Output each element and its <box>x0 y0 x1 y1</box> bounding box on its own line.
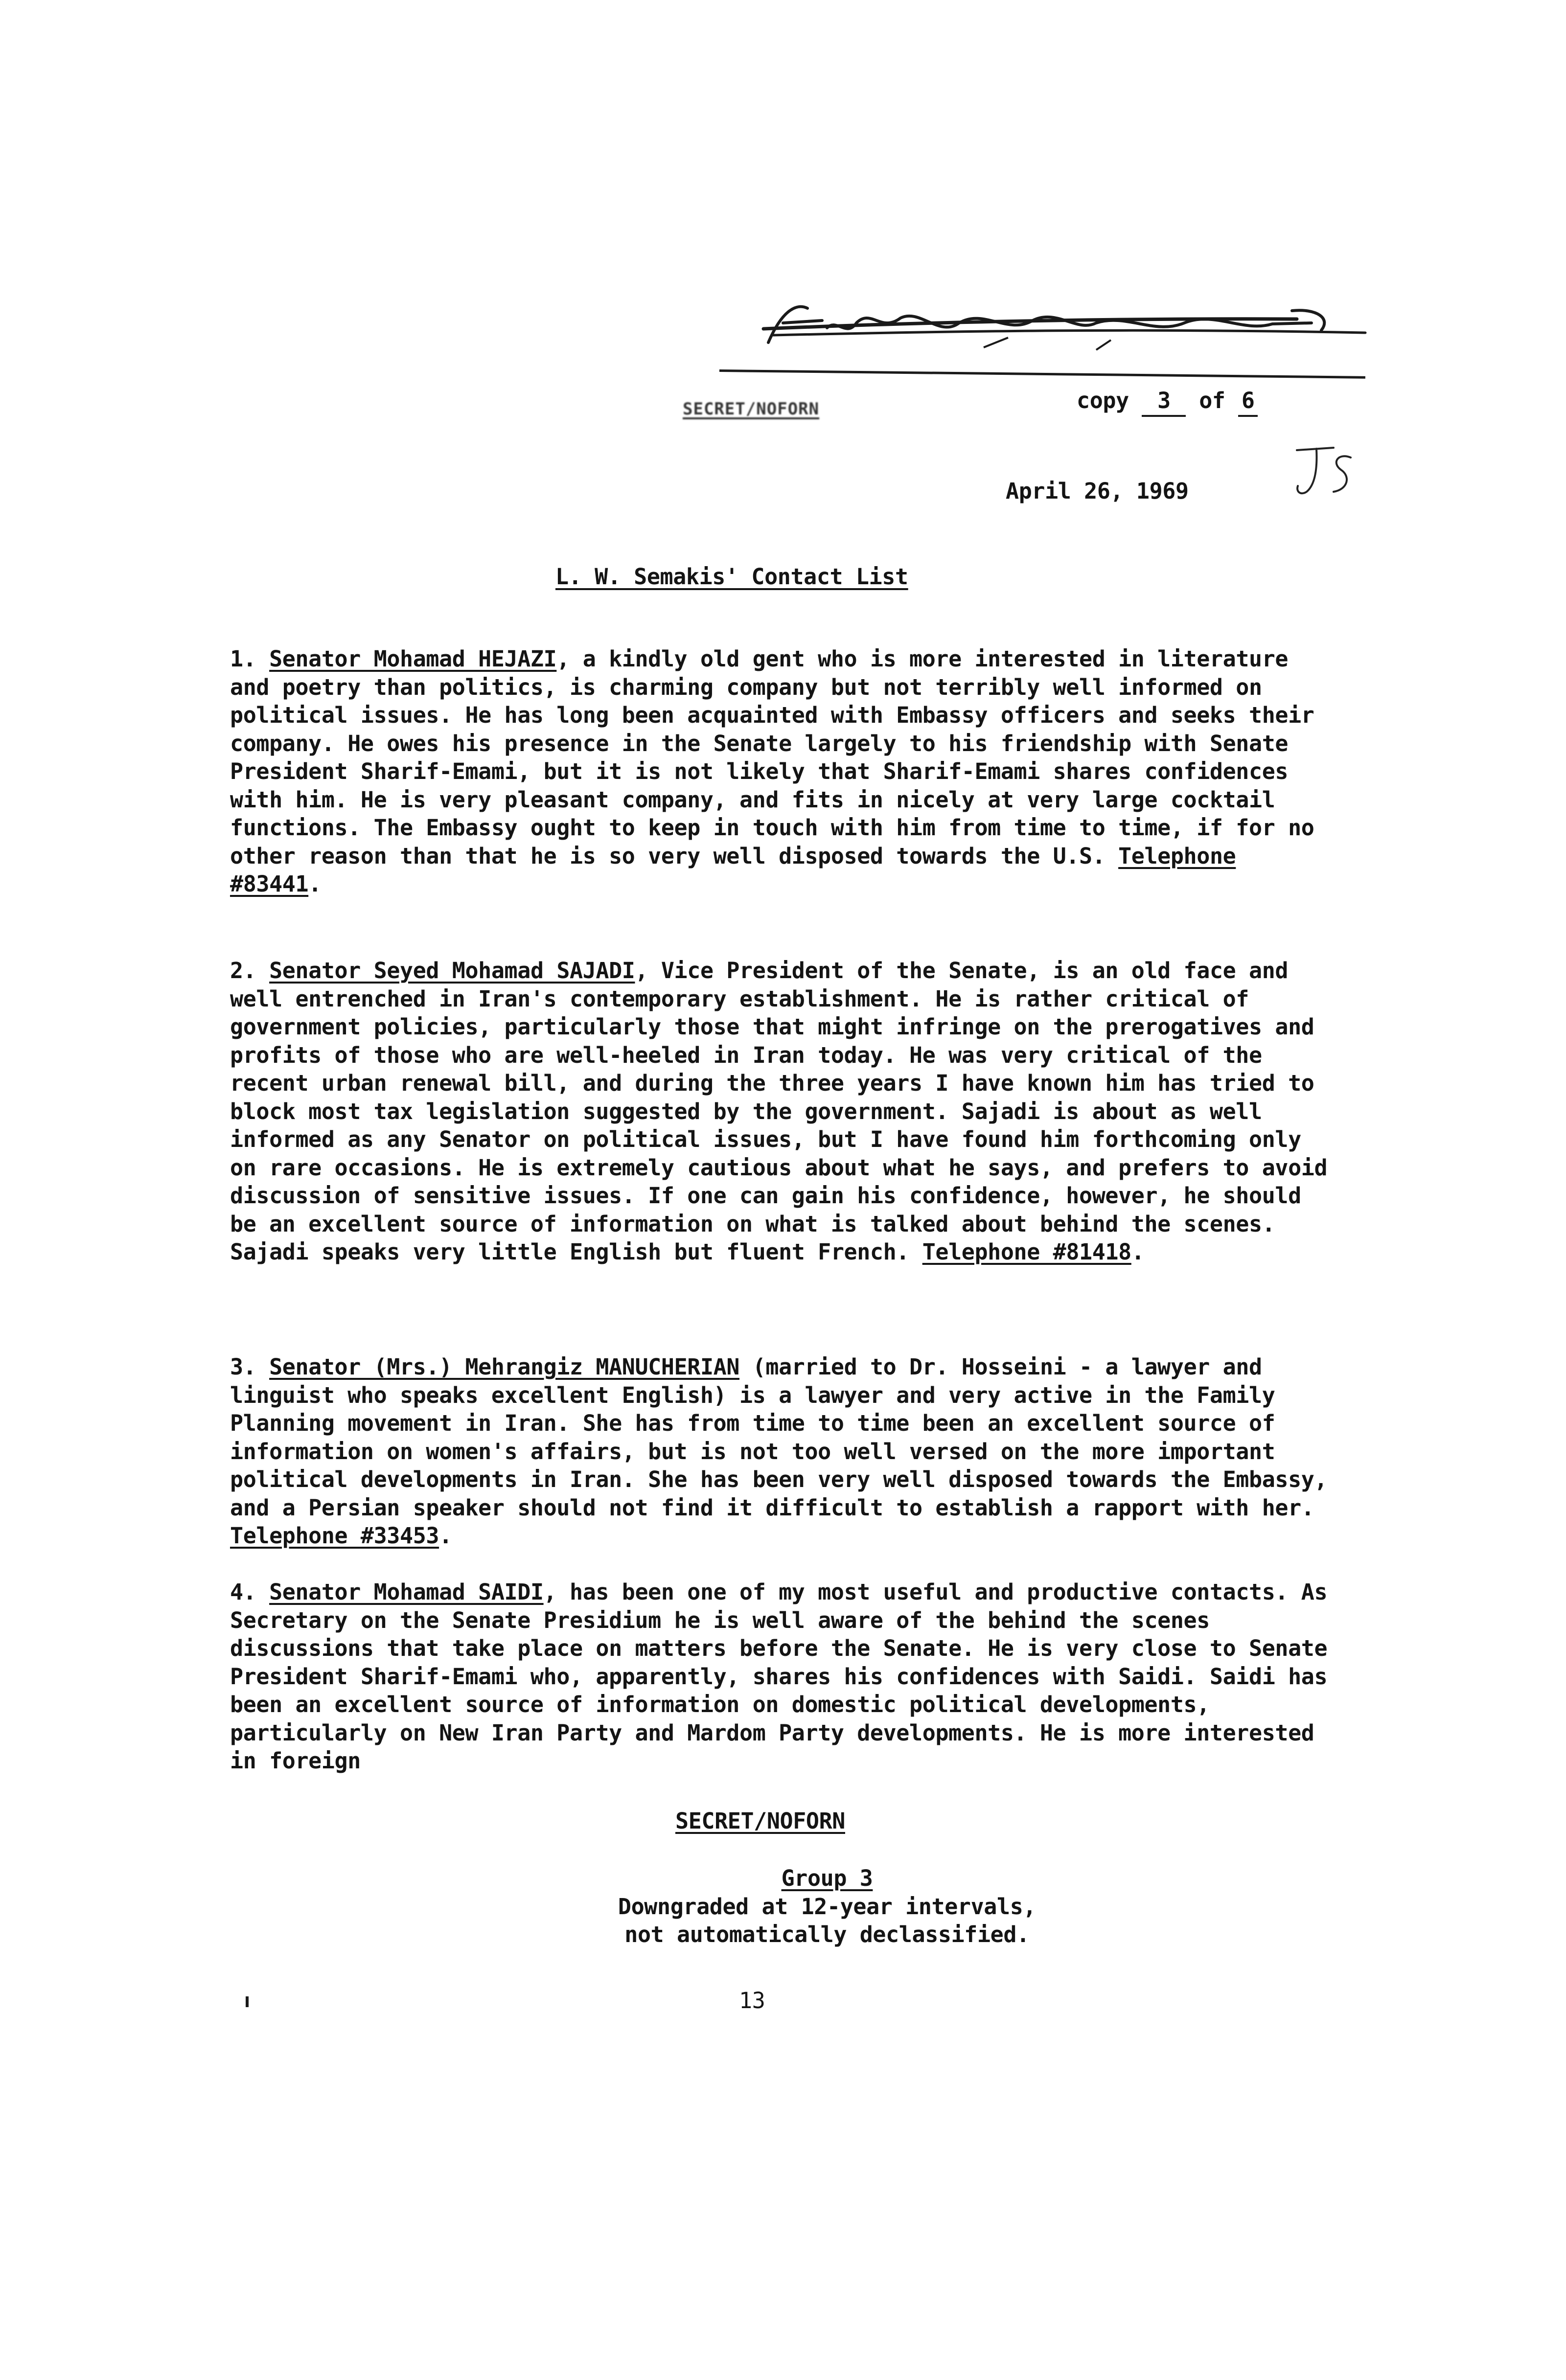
declassification-line: not automatically declassified. <box>624 1922 1030 1947</box>
contact-description: (married to Dr. Hosseini - a lawyer and linguist who speaks excellent English) is a lawyer and very active in the Family Planning movement in Iran. She has from time to time been an excellent source of information on women's affairs, but is not too well versed on the more important political developments in Iran. She has been very well disposed towards the Embassy, and a Persian speaker should not find it difficult to establish a rapport with her. <box>230 1354 1328 1521</box>
copy-number-line <box>1077 387 1258 417</box>
copy-total: 6 <box>1238 387 1258 417</box>
contact-telephone: Telephone #33453 <box>230 1523 439 1549</box>
header-rule <box>719 369 1365 379</box>
handwritten-initials <box>1287 443 1360 502</box>
contact-description: , a kindly old gent who is more interested in literature and poetry than politics, is charming company but not terribly well informed on political issues. He has long been acquainted with Embassy officers and seeks their company. He owes his presence in the Senate largely to his friendship with Senate President Sharif-Emami, but it is not likely that Sharif-Emami shares confidences with him. He is very pleasant company, and fits in nicely at very large cocktail functions. The Embassy ought to keep in touch with him from time to time, if for no other reason than that he is so very well disposed towards the U.S. <box>230 646 1314 869</box>
contact-paragraph <box>230 645 1336 898</box>
sentence-end: . <box>439 1523 452 1549</box>
group-label: Group 3 <box>781 1865 873 1891</box>
contact-paragraph <box>230 1353 1336 1550</box>
classification-marking-bottom: SECRET/NOFORN <box>675 1808 845 1834</box>
contact-telephone: Telephone #83441 <box>230 843 1236 897</box>
contact-telephone: Telephone #81418 <box>922 1239 1131 1265</box>
contact-description: , Vice President of the Senate, is an old face and well entrenched in Iran's contemporary establishment. He is rather critical of government policies, particularly those that might infringe on the prerogatives and profits of those who are well-heeled in Iran today. He was very critical of the recent urban renewal bill, and during the three years I have known him has tried to block most tax legislation suggested by the government. Sajadi is about as well informed as any Senator on political issues, but I have found him forthcoming only on rare occasions. He is extremely cautious about what he says, and prefers to avoid discussion of sensitive issues. If one can gain his confidence, however, he should be an excellent source of information on what is talked about behind the scenes. Sajadi speaks very little English but fluent French. <box>230 958 1328 1265</box>
document-title: L. W. Semakis' Contact List <box>555 564 908 590</box>
contact-name: Senator Mohamad SAIDI <box>269 1579 544 1605</box>
contact-description: , has been one of my most useful and productive contacts. As Secretary on the Senate Presidium he is well aware of the behind the scenes discussions that take place on matters before the Senate. He is very close to Senate President Sharif-Emami who, apparently, shares his confidences with Saidi. Saidi has been an excellent source of information on domestic political developments, particularly on New Iran Party and Mardom Party developments. He is more interested in foreign <box>230 1579 1328 1774</box>
paragraph-number: 4. <box>230 1579 256 1605</box>
classification-marking-top: SECRET/NOFORN <box>683 399 820 419</box>
of-label: of <box>1199 388 1225 413</box>
contact-paragraph <box>230 957 1336 1266</box>
margin-mark <box>246 1996 249 2007</box>
paragraph-number: 1. <box>230 646 256 672</box>
downgrade-line: Downgraded at 12-year intervals, <box>618 1893 1036 1920</box>
contact-name: Senator (Mrs.) Mehrangiz MANUCHERIAN <box>269 1354 740 1380</box>
document-date: April 26, 1969 <box>1006 478 1189 504</box>
contact-paragraph <box>230 1578 1336 1775</box>
copy-number: 3 <box>1142 387 1186 417</box>
downgrade-notice <box>592 1864 1062 1949</box>
sentence-end: . <box>1131 1239 1145 1265</box>
sentence-end: . <box>308 871 322 897</box>
paragraph-number: 3. <box>230 1354 256 1380</box>
page-number: 13 <box>739 1988 765 2014</box>
paragraph-number: 2. <box>230 958 256 984</box>
contact-name: Senator Seyed Mohamad SAJADI <box>269 958 635 984</box>
handwritten-strikeout-note <box>754 289 1380 362</box>
contact-name: Senator Mohamad HEJAZI <box>269 646 557 672</box>
copy-label: copy <box>1077 388 1129 413</box>
